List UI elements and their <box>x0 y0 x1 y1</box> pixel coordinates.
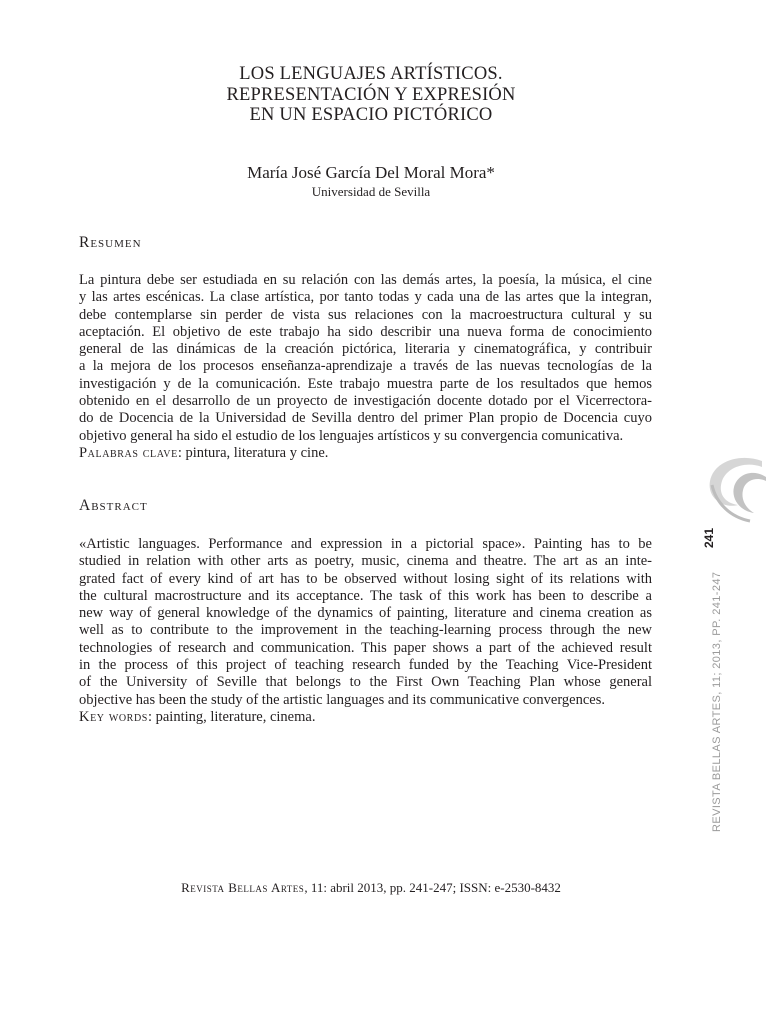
abstract-heading: Abstract <box>79 497 148 514</box>
footer-journal-name: Revista Bellas Artes <box>181 880 305 895</box>
abstract-line: well as to contribute to the improvement in the teaching-learning process through the new <box>79 622 652 639</box>
resumen-line: investigación y de la comunicación. Este trabajo muestra parte de los resultados que hemos <box>79 375 652 392</box>
resumen-line: debe contemplarse sin perder de vista sus relaciones con la macroestructura cultural y su <box>79 306 652 323</box>
abstract-line: in the process of this project of teaching research funded by the Teaching Vice-President <box>79 657 652 674</box>
resumen-line: y las artes escénicas. La clase artística, por tanto todas y cada una de las artes que la integran, <box>79 289 652 306</box>
abstract-line: studied in relation with other arts as poetry, music, cinema and theatre. The art as an inte- <box>79 553 652 570</box>
author-affiliation: Universidad de Sevilla <box>311 184 431 199</box>
abstract-line: «Artistic languages. Performance and expression in a pictorial space». Painting has to be <box>79 536 652 552</box>
resumen-line: do de Docencia de la Universidad de Sevilla dentro del primer Plan propio de Docencia cuyo <box>79 410 652 427</box>
resumen-line: obtenido en el desarrollo de un proyecto de investigación docente dotado por el Vicerrectora- <box>79 393 652 410</box>
keywords-label: Palabras clave <box>79 445 178 461</box>
resumen-line: a la mejora de los procesos enseñanza-aprendizaje a través de las nuevas tecnologías de la <box>79 358 652 375</box>
title-line: REPRESENTACIÓN Y EXPRESIÓN <box>226 84 516 105</box>
title-line: LOS LENGUAJES ARTÍSTICOS. <box>239 64 503 84</box>
resumen-line: aceptación. El objetivo de este trabajo ha sido describir una nueva forma de conocimiento <box>79 323 652 340</box>
resumen-heading: Resumen <box>79 234 142 251</box>
abstract-line: objective has been the study of the artistic languages and its communicative convergences. <box>79 691 605 708</box>
abstract-line: grated fact of every kind of art has to be observed without losing sight of its relations with <box>79 570 652 587</box>
abstract-keywords <box>79 709 315 726</box>
author-name: María José García Del Moral Mora* <box>247 163 495 182</box>
abstract-line: technologies of research and communication. This paper shows a part of the achieved result <box>79 639 652 656</box>
resumen-line: objetivo general ha sido el estudio de los lenguajes artísticos y su convergencia comunicativa. <box>79 427 624 444</box>
abstract-line: the cultural macrostructure and its acceptance. The task of this work has been to describe a <box>79 587 652 604</box>
title-line: EN UN ESPACIO PICTÓRICO <box>249 105 493 125</box>
resumen-body <box>79 272 652 445</box>
resumen-line: La pintura debe ser estudiada en su relación con las demás artes, la poesía, la música, el cine <box>79 272 652 288</box>
page-number: 241 <box>702 527 716 548</box>
journal-logo-icon <box>700 455 768 525</box>
footer-details: , 11: abril 2013, pp. 241-247; ISSN: e-2530-8432 <box>304 880 561 895</box>
abstract-line: of the University of Seville that belongs to the First Own Teaching Plan whose general <box>79 674 652 691</box>
keywords-text: : painting, literature, cinema. <box>147 709 316 725</box>
abstract-line: new way of general knowledge of the dynamics of painting, literature and cinema creation as <box>79 605 652 622</box>
page-footer <box>0 880 742 896</box>
keywords-text: : pintura, literatura y cine. <box>177 445 329 461</box>
journal-side-reference: REVISTA BELLAS ARTES, 11; 2013, PP. 241-247 <box>711 571 723 832</box>
abstract-body <box>79 536 652 709</box>
resumen-keywords <box>79 445 328 462</box>
resumen-line: general de las dinámicas de la creación pictórica, literaria y cinematográfica, y contribuir <box>79 341 652 358</box>
article-title <box>0 64 742 126</box>
keywords-label: Key words <box>79 709 148 725</box>
